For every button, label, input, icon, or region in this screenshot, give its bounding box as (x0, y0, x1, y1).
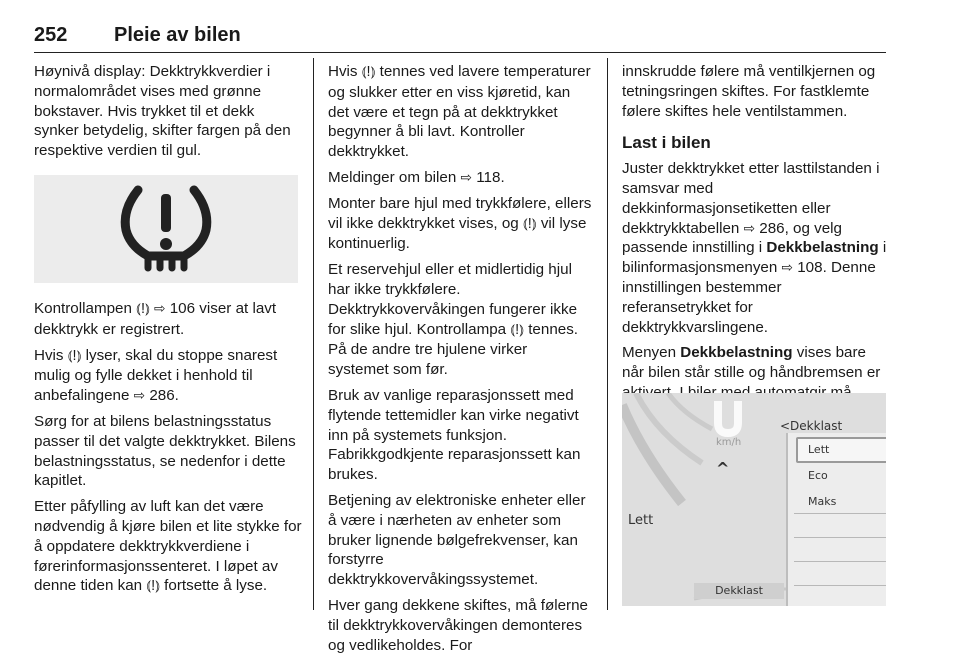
paragraph: Et reservehjul eller et midlertidig hjul har ikke trykkfølere. Dekktrykkovervåkingen fungerer ikke for slike hjul. Kontrollampa ⦅!⦆ tennes. På de andre tre hjulene virker systemet som før. (328, 261, 579, 379)
column-3 (622, 62, 888, 429)
tpms-icon: ⦅!⦆ (146, 578, 160, 595)
paragraph: Hver gang dekkene skiftes, må følerne til dekktrykkovervåkingen demonteres og vedlikeholdes. For (328, 596, 588, 654)
column-divider (313, 58, 314, 610)
tpms-warning-icon (34, 175, 298, 283)
option-eco[interactable]: Eco (808, 469, 828, 482)
divider (794, 561, 886, 562)
page-number: 252 (34, 24, 68, 46)
load-options-list (786, 433, 886, 606)
paragraph: Betjening av elektroniske enheter eller å være i nærheten av enheter som bruker lignende bølgefrekvenser, kan forstyrre dekktrykkovervåkingssystemet. (328, 491, 586, 589)
option-lett[interactable]: Lett (808, 443, 830, 456)
dekklast-label: Dekklast (694, 583, 784, 599)
back-to-dekklast-menu[interactable]: <Dekklast (780, 419, 843, 433)
page-ref-arrow-icon: ⇨ (133, 388, 146, 404)
option-maks[interactable]: Maks (808, 495, 837, 508)
paragraph: Juster dekktrykket etter lasttilstanden i samsvar med dekkinformasjonsetiketten eller dekktrykktabellen ⇨ 286, og velg passende innstilling i Dekkbelastning i bilinformasjonsmenyen ⇨ 108. Denne innstillingen bestemmer referansetrykket for dekktrykkvarslingene. (622, 160, 887, 336)
speed-unit-label: km/h (716, 437, 742, 448)
paragraph: Bruk av vanlige reparasjonssett med flytende tettemidler kan virke negativt inn på systemets funksjon. Fabrikkgodkjente reparasjonssett kan brukes. (328, 386, 581, 484)
paragraph: innskrudde følere må ventilkjernen og tetningsringen skiftes. For fastklemte følere skiftes hele ventilstammen. (622, 63, 876, 120)
paragraph: Sørg for at bilens belastningsstatus passer til det valgte dekktrykket. Bilens belastningsstatus, se nedenfor i dette kapitlet. (34, 412, 296, 490)
dashboard-illustration (622, 393, 886, 606)
page-title: Pleie av bilen (114, 24, 241, 46)
menu-term: Dekkbelastning (766, 239, 879, 257)
tpms-icon: ⦅!⦆ (361, 64, 376, 80)
page-header (34, 24, 886, 53)
paragraph: Høynivå display: Dekktrykkverdier i normalområdet vises med grønne bokstaver. Hvis trykket til et dekk synker betydelig, skifter fargen på den respektive verdien til gul. (34, 63, 291, 160)
column-divider (607, 58, 608, 610)
divider (794, 585, 886, 586)
divider (794, 537, 886, 538)
divider (794, 513, 886, 514)
paragraph: Hvis ⦅!⦆ tennes ved lavere temperaturer og slukker etter en viss kjøretid, kan det være et tegn på at dekktrykket begynner å bli lavt. Kontroller dekktrykket. (328, 63, 591, 161)
chevron-up-icon[interactable]: ^ (716, 459, 730, 478)
column-2 (328, 62, 592, 661)
tpms-icon: ⦅!⦆ (67, 347, 82, 364)
paragraph: Hvis ⦅!⦆ lyser, skal du stoppe snarest mulig og fylle dekket i henhold til anbefalingene ⇨ 286. (34, 346, 278, 405)
paragraph: Meldinger om bilen ⇨ 118. (328, 168, 505, 186)
page-ref-arrow-icon: ⇨ (743, 220, 756, 236)
paragraph: Menyen Dekkbelastning vises bare når bilen står stille og håndbremsen er (622, 343, 888, 422)
section-heading: Last i bilen (622, 133, 711, 153)
paragraph: Kontrollampen ⦅!⦆ ⇨ 106 viser at lavt dekktrykk er registrert. (34, 299, 277, 338)
page-ref-arrow-icon: ⇨ (154, 300, 166, 316)
tpms-icon: ⦅!⦆ (136, 300, 150, 317)
page-ref-arrow-icon: ⇨ (781, 260, 794, 276)
current-load-value: Lett (628, 513, 654, 528)
page-ref-arrow-icon: ⇨ (460, 169, 473, 185)
menu-term: Dekkbelastning (680, 344, 793, 362)
column-1 (34, 62, 302, 603)
tpms-icon: ⦅!⦆ (510, 321, 524, 338)
tpms-icon: ⦅!⦆ (522, 215, 537, 232)
paragraph: Etter påfylling av luft kan det være nødvendig å kjøre bilen et lite stykke for å oppdatere dekktrykkverdiene i førerinformasjonssenteret. I løpet av denne tiden kan ⦅!⦆ fortsette å lyse. (34, 498, 302, 595)
paragraph: Monter bare hjul med trykkfølere, ellers vil ikke dekktrykket vises, og ⦅!⦆ vil lyse kontinuerlig. (328, 194, 592, 253)
